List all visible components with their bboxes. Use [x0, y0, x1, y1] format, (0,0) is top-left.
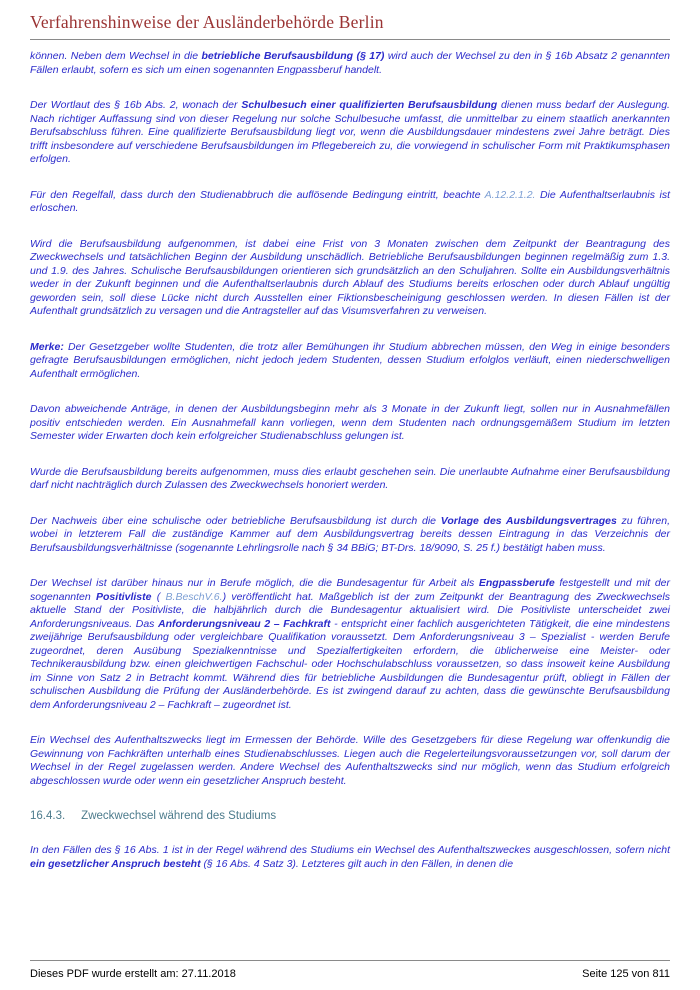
text-run: Davon abweichende Anträge, in denen der Ausbildungsbeginn mehr als 3 Monate in der Zukunft liegt, sollen nur in Ausnahmefällen positiv entschieden werden. Ein Ausnahmefall kann vorliegen, wenn dem Studenten nach ordnungsgemäßem Studium im letzten Semester wider Erwarten doch kein erfolgreicher Studienabschluss gelungen ist. — [30, 403, 670, 442]
text-run: Der Wortlaut des § 16b Abs. 2, wonach der — [30, 99, 242, 111]
text-run: Wird die Berufsausbildung aufgenommen, ist dabei eine Frist von 3 Monaten zwischen dem Zeitpunkt der Beantragung des Zweckwechsels und tatsächlichen Beginn der Ausbildung unschädlich. Betriebliche Berufsausbildungen beginnen regelmäßig zum 1.3. und 1.9. des Jahres. Schulische Berufsausbildungen orientieren sich grundsätzlich an den Schuljahren. Sollte ein Ausbildungsverhältnis weder in der Zukunft beginnen und die Aufenthaltserlaubnis durch Ablauf des Studiums bereits erloschen oder durch Ablauf ungültig geworden sein, soll diese Lücke nicht durch Ausstellen einer Fiktionsbescheinigung geschlossen werden. In diesen Fällen ist der Aufenthalt grundsätzlich zu versagen und die Antragsteller auf das Visumsverfahren zu verweisen. — [30, 237, 670, 317]
paragraph — [30, 734, 670, 788]
text-run: dienen muss bedarf der Auslegung. Nach richtiger Auffassung sind von dieser Regelung nur solche Schulbesuche umfasst, die unmittelbar zu einem staatlich anerkannten Berufsabschluss führen. Eine qualifizierte Berufsausbildung liegt vor, wenn die Ausbildungsdauer mindestens zwei Jahre beträgt. Dies trifft insbesondere auf verschiedene Berufsausbildungen im Pflegebereich zu, die vorwiegend in schulischer Form mit Praktikumsphasen erfolgen. — [30, 99, 670, 165]
paragraph — [30, 403, 670, 444]
section-title: Zweckwechsel während des Studiums — [81, 810, 277, 822]
text-run: zu führen, wobei in letzterem Fall die zuständige Kammer auf dem Ausbildungsvertrag bereits dessen Eintragung in das Verzeichnis der Berufsausbildungsverhältnisse (sogenannte Lehrlingsrolle nach § 34 BBiG; BT-Drs. 18/9090, S. 25 f.) bestätigt haben muss. — [30, 514, 670, 554]
text-run: festgestellt und mit der sogenannten — [30, 577, 670, 603]
header-rule — [30, 39, 670, 40]
text-run: wird auch der Wechsel zu den in § 16b Absatz 2 genannten Fällen erlaubt, sofern es sich um einen sogenannten Engpassberuf handelt. — [30, 50, 671, 76]
paragraph — [30, 466, 670, 493]
cross-reference-link[interactable]: B.BeschV.6. — [165, 590, 223, 603]
paragraph — [30, 844, 670, 871]
paragraph — [30, 99, 670, 167]
text-run: Die Aufenthaltserlaubnis ist erloschen. — [30, 188, 670, 214]
footer-row — [30, 968, 670, 980]
text-run: Für den Regelfall, dass durch den Studienabbruch die auflösende Bedingung eintritt, beachte — [30, 188, 485, 201]
paragraph — [30, 515, 670, 556]
footer-rule — [30, 960, 670, 961]
section-heading — [30, 810, 670, 822]
page-title: Verfahrenshinweise der Ausländerbehörde Berlin — [30, 12, 384, 32]
paragraph — [30, 189, 670, 216]
text-run-bold: Engpassberufe — [478, 577, 555, 589]
text-run: - entspricht einer fachlich ausgerichteten Tätigkeit, die eine mindestens zweijährige Berufsausbildung oder vergleichbare Qualifikation voraussetzt. Dem Anforderungsniveau 3 – Spezialist - werden Berufe zugeordnet, deren Ausübung Spezialkenntnisse und Spezialfertigkeiten erfordern, die üblicherweise eine Meister- oder Technikerausbildung bzw. einen gleichwertigen Fachschul- oder Hochschulabschluss voraussetzen, so dass insoweit keine Ausbildung im Sinne von Satz 2 in Betracht kommt. Während dies für betriebliche Ausbildungen die Bundesagentur prüft, obliegt in Fällen der schulischen Ausbildung die Prüfung der Ausländerbehörde. Es ist zwingend darauf zu achten, dass die gewünschte Berufsausbildung dem Anforderungsniveau 2 – Fachkraft – zugeordnet ist. — [30, 617, 670, 711]
text-run: In den Fällen des § 16 Abs. 1 ist in der Regel während des Studiums ein Wechsel des Aufenthaltszweckes ausgeschlossen, sofern nicht — [30, 844, 670, 856]
text-run-bold: Vorlage des Ausbildungsvertrages — [440, 514, 617, 527]
text-run-bold: betriebliche Berufsausbildung (§ 17) — [201, 50, 385, 62]
text-run-bold: Schulbesuch einer qualifizierten Berufsausbildung — [241, 99, 498, 111]
text-run: Der Gesetzgeber wollte Studenten, die trotz aller Bemühungen ihr Studium abbrechen müssen, den Weg in einige besonders gefragte Berufsausbildungen ermöglichen, nicht jedoch jedem Studenten, dessen Studium erfolglos verläuft, einen niederschwelligen Aufenthalt ermöglichen. — [30, 340, 670, 380]
text-run: (§ 16 Abs. 4 Satz 3). Letzteres gilt auch in den Fällen, in denen die — [200, 857, 514, 870]
paragraph — [30, 577, 670, 712]
text-run: ( — [151, 590, 166, 603]
text-run: Ein Wechsel des Aufenthaltszwecks liegt im Ermessen der Behörde. Wille des Gesetzgebers für diese Regelung war offenkundig die Gewinnung von Fachkräften unterhalb eines Studienabschlusses. Liegen auch die Regelerteilungsvoraussetzungen vor, soll darum der Wechsel in der Regel zugelassen werden. Andere Wechsel des Aufenthaltszwecks sind nur möglich, wenn das Studium erfolgreich abgeschlossen wurde oder wenn ein gesetzlicher Anspruch besteht. — [30, 734, 670, 787]
text-run: Der Wechsel ist darüber hinaus nur in Berufe möglich, die die Bundesagentur für Arbeit als — [30, 577, 479, 589]
text-run-bold: Merke: — [30, 340, 64, 353]
text-run: Der Nachweis über eine schulische oder betriebliche Berufsausbildung ist durch die — [30, 514, 441, 527]
text-run-bold: Anforderungsniveau 2 – Fachkraft — [158, 617, 331, 630]
text-run: Wurde die Berufsausbildung bereits aufgenommen, muss dies erlaubt geschehen sein. Die unerlaubte Aufnahme einer Berufsausbildung darf nicht nachträglich durch Zulassen des Zweckwechsels honoriert werden. — [30, 465, 670, 491]
text-run: können. Neben dem Wechsel in die — [30, 50, 202, 62]
section-number: 16.4.3. — [30, 810, 66, 822]
paragraph — [30, 238, 670, 319]
footer-created-date: Dieses PDF wurde erstellt am: 27.11.2018 — [30, 968, 236, 980]
text-run-bold: ein gesetzlicher Anspruch besteht — [30, 857, 201, 870]
paragraph — [30, 50, 670, 77]
cross-reference-link[interactable]: A.12.2.1.2. — [484, 188, 536, 201]
footer-page-number: Seite 125 von 811 — [582, 968, 670, 980]
document-body — [30, 50, 670, 871]
text-run-bold: Positivliste — [96, 590, 152, 603]
paragraph — [30, 341, 670, 382]
text-run: ) veröffentlicht hat. Maßgeblich ist der zum Zeitpunkt der Beantragung des Zweckwechsels aktuelle Stand der Positivliste, die halbjährlich durch die Bundesagentur aktualisiert wird. Die Positivliste unterscheidet zwei Anforderungsniveaus. Das — [30, 590, 670, 630]
document-header — [30, 12, 670, 40]
document-footer — [0, 960, 700, 990]
